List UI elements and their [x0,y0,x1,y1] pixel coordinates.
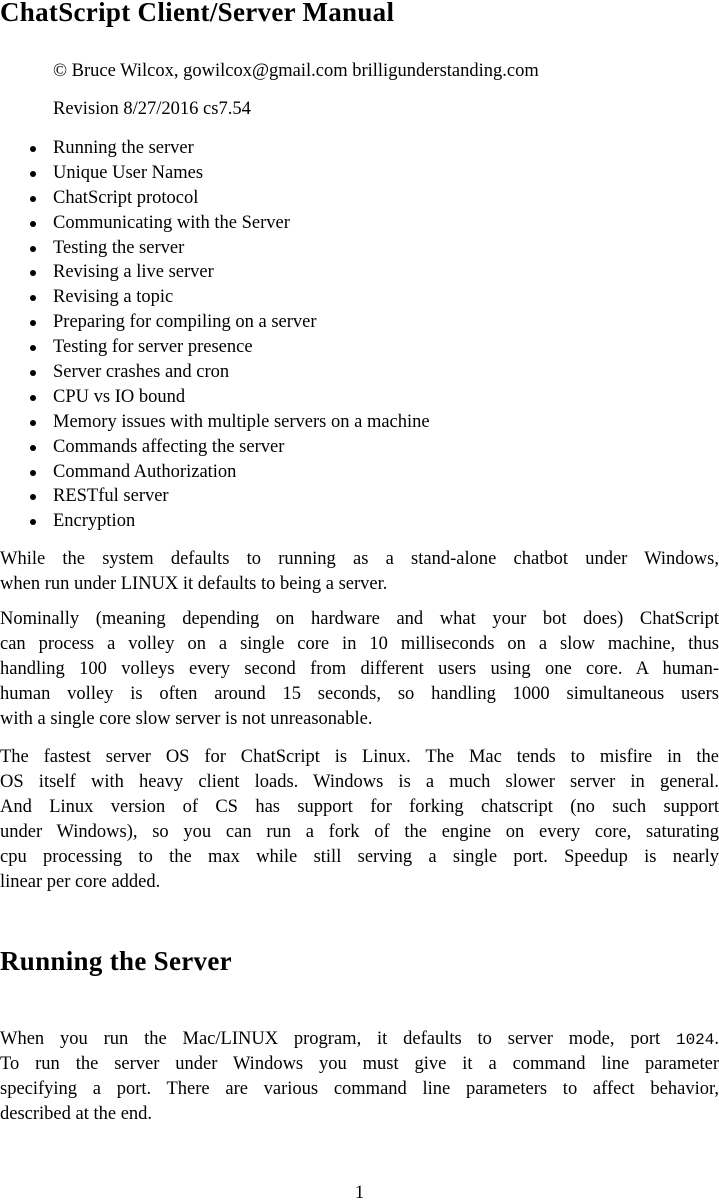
paragraph-intro [0,547,719,597]
toc-item-label: Encryption [53,511,136,532]
text-line: human volley is often around 15 seconds, so handling 1000 simultaneous users [0,684,719,704]
toc-item[interactable] [0,335,430,360]
text-line: handling 100 volleys every second from different users using one core. A human- [0,659,719,679]
text-segment: . [714,1029,719,1049]
text-line: linear per core added. [0,872,161,892]
toc-item[interactable] [0,161,430,186]
paragraph-performance [0,607,719,732]
toc-item[interactable] [0,460,430,485]
bullet-icon [30,270,36,276]
text-line: Nominally (meaning depending on hardware and what your bot does) ChatScript [0,609,719,629]
bullet-icon [30,445,36,451]
bullet-icon [30,295,36,301]
toc-item-label: Server crashes and cron [53,362,230,383]
toc-item[interactable] [0,136,430,161]
toc-item-label: Revising a live server [53,262,214,283]
bullet-icon [30,221,36,227]
table-of-contents [0,136,430,534]
toc-item-label: Memory issues with multiple servers on a machine [53,411,430,432]
bullet-icon [30,320,36,326]
paragraph-os [0,745,719,895]
toc-item[interactable] [0,509,430,534]
toc-item[interactable] [0,186,430,211]
text-line: under Windows), so you can run a fork of the engine on every core, saturating [0,822,719,842]
toc-item-label: Communicating with the Server [53,212,290,233]
bullet-icon [30,171,36,177]
text-line: when run under LINUX it defaults to being a server. [0,574,388,594]
paragraph-running-server [0,1027,719,1127]
bullet-icon [30,494,36,500]
bullet-icon [30,470,36,476]
copyright-line: © Bruce Wilcox, gowilcox@gmail.com brilligunderstanding.com [53,61,539,81]
toc-item-label: Running the server [53,138,194,158]
text-line: While the system defaults to running as a stand-alone chatbot under Windows, [0,549,719,569]
toc-item-label: Command Authorization [53,461,237,482]
toc-item[interactable] [0,385,430,410]
bullet-icon [30,370,36,376]
toc-item-label: ChatScript protocol [53,187,199,208]
toc-item[interactable] [0,260,430,285]
toc-item[interactable] [0,310,430,335]
bullet-icon [30,395,36,401]
bullet-icon [30,246,36,252]
text-line: cpu processing to the max while still serving a single port. Speedup is nearly [0,847,719,867]
toc-item-label: CPU vs IO bound [53,386,186,407]
text-line: The fastest server OS for ChatScript is Linux. The Mac tends to misfire in the [0,747,719,767]
text-line: can process a volley on a single core in 10 milliseconds on a slow machine, thus [0,634,719,654]
toc-item-label: Revising a topic [53,287,174,308]
toc-item[interactable] [0,236,430,261]
toc-item[interactable] [0,484,430,509]
toc-item-label: Commands affecting the server [53,436,285,457]
text-segment: When you run the Mac/LINUX program, it defaults to server mode, port [0,1029,676,1049]
bullet-icon [30,420,36,426]
document-title: ChatScript Client/Server Manual [0,0,395,27]
toc-item[interactable] [0,211,430,236]
text-line: OS itself with heavy client loads. Windows is a much slower server in general. [0,772,719,792]
toc-item-label: RESTful server [53,486,169,507]
page-number: 1 [354,1183,365,1203]
toc-item-label: Testing for server presence [53,337,253,358]
section-heading: Running the Server [0,946,232,976]
bullet-icon [30,519,36,525]
toc-item[interactable] [0,410,430,435]
toc-item[interactable] [0,435,430,460]
text-line: described at the end. [0,1104,153,1124]
bullet-icon [30,196,36,202]
toc-item-label: Unique User Names [53,162,204,183]
bullet-icon [30,345,36,351]
port-code: 1024 [675,1031,715,1049]
toc-item[interactable] [0,285,430,310]
toc-item-label: Testing the server [53,237,185,258]
bullet-icon [30,146,36,152]
text-line: with a single core slow server is not unreasonable. [0,709,373,729]
text-line: specifying a port. There are various command line parameters to affect behavior, [0,1079,719,1099]
text-line [0,1027,719,1052]
text-line: To run the server under Windows you must give it a command line parameter [0,1054,719,1074]
revision-line: Revision 8/27/2016 cs7.54 [53,99,251,119]
text-line: And Linux version of CS has support for forking chatscript (no such support [0,797,719,817]
toc-item[interactable] [0,360,430,385]
toc-item-label: Preparing for compiling on a server [53,312,317,333]
